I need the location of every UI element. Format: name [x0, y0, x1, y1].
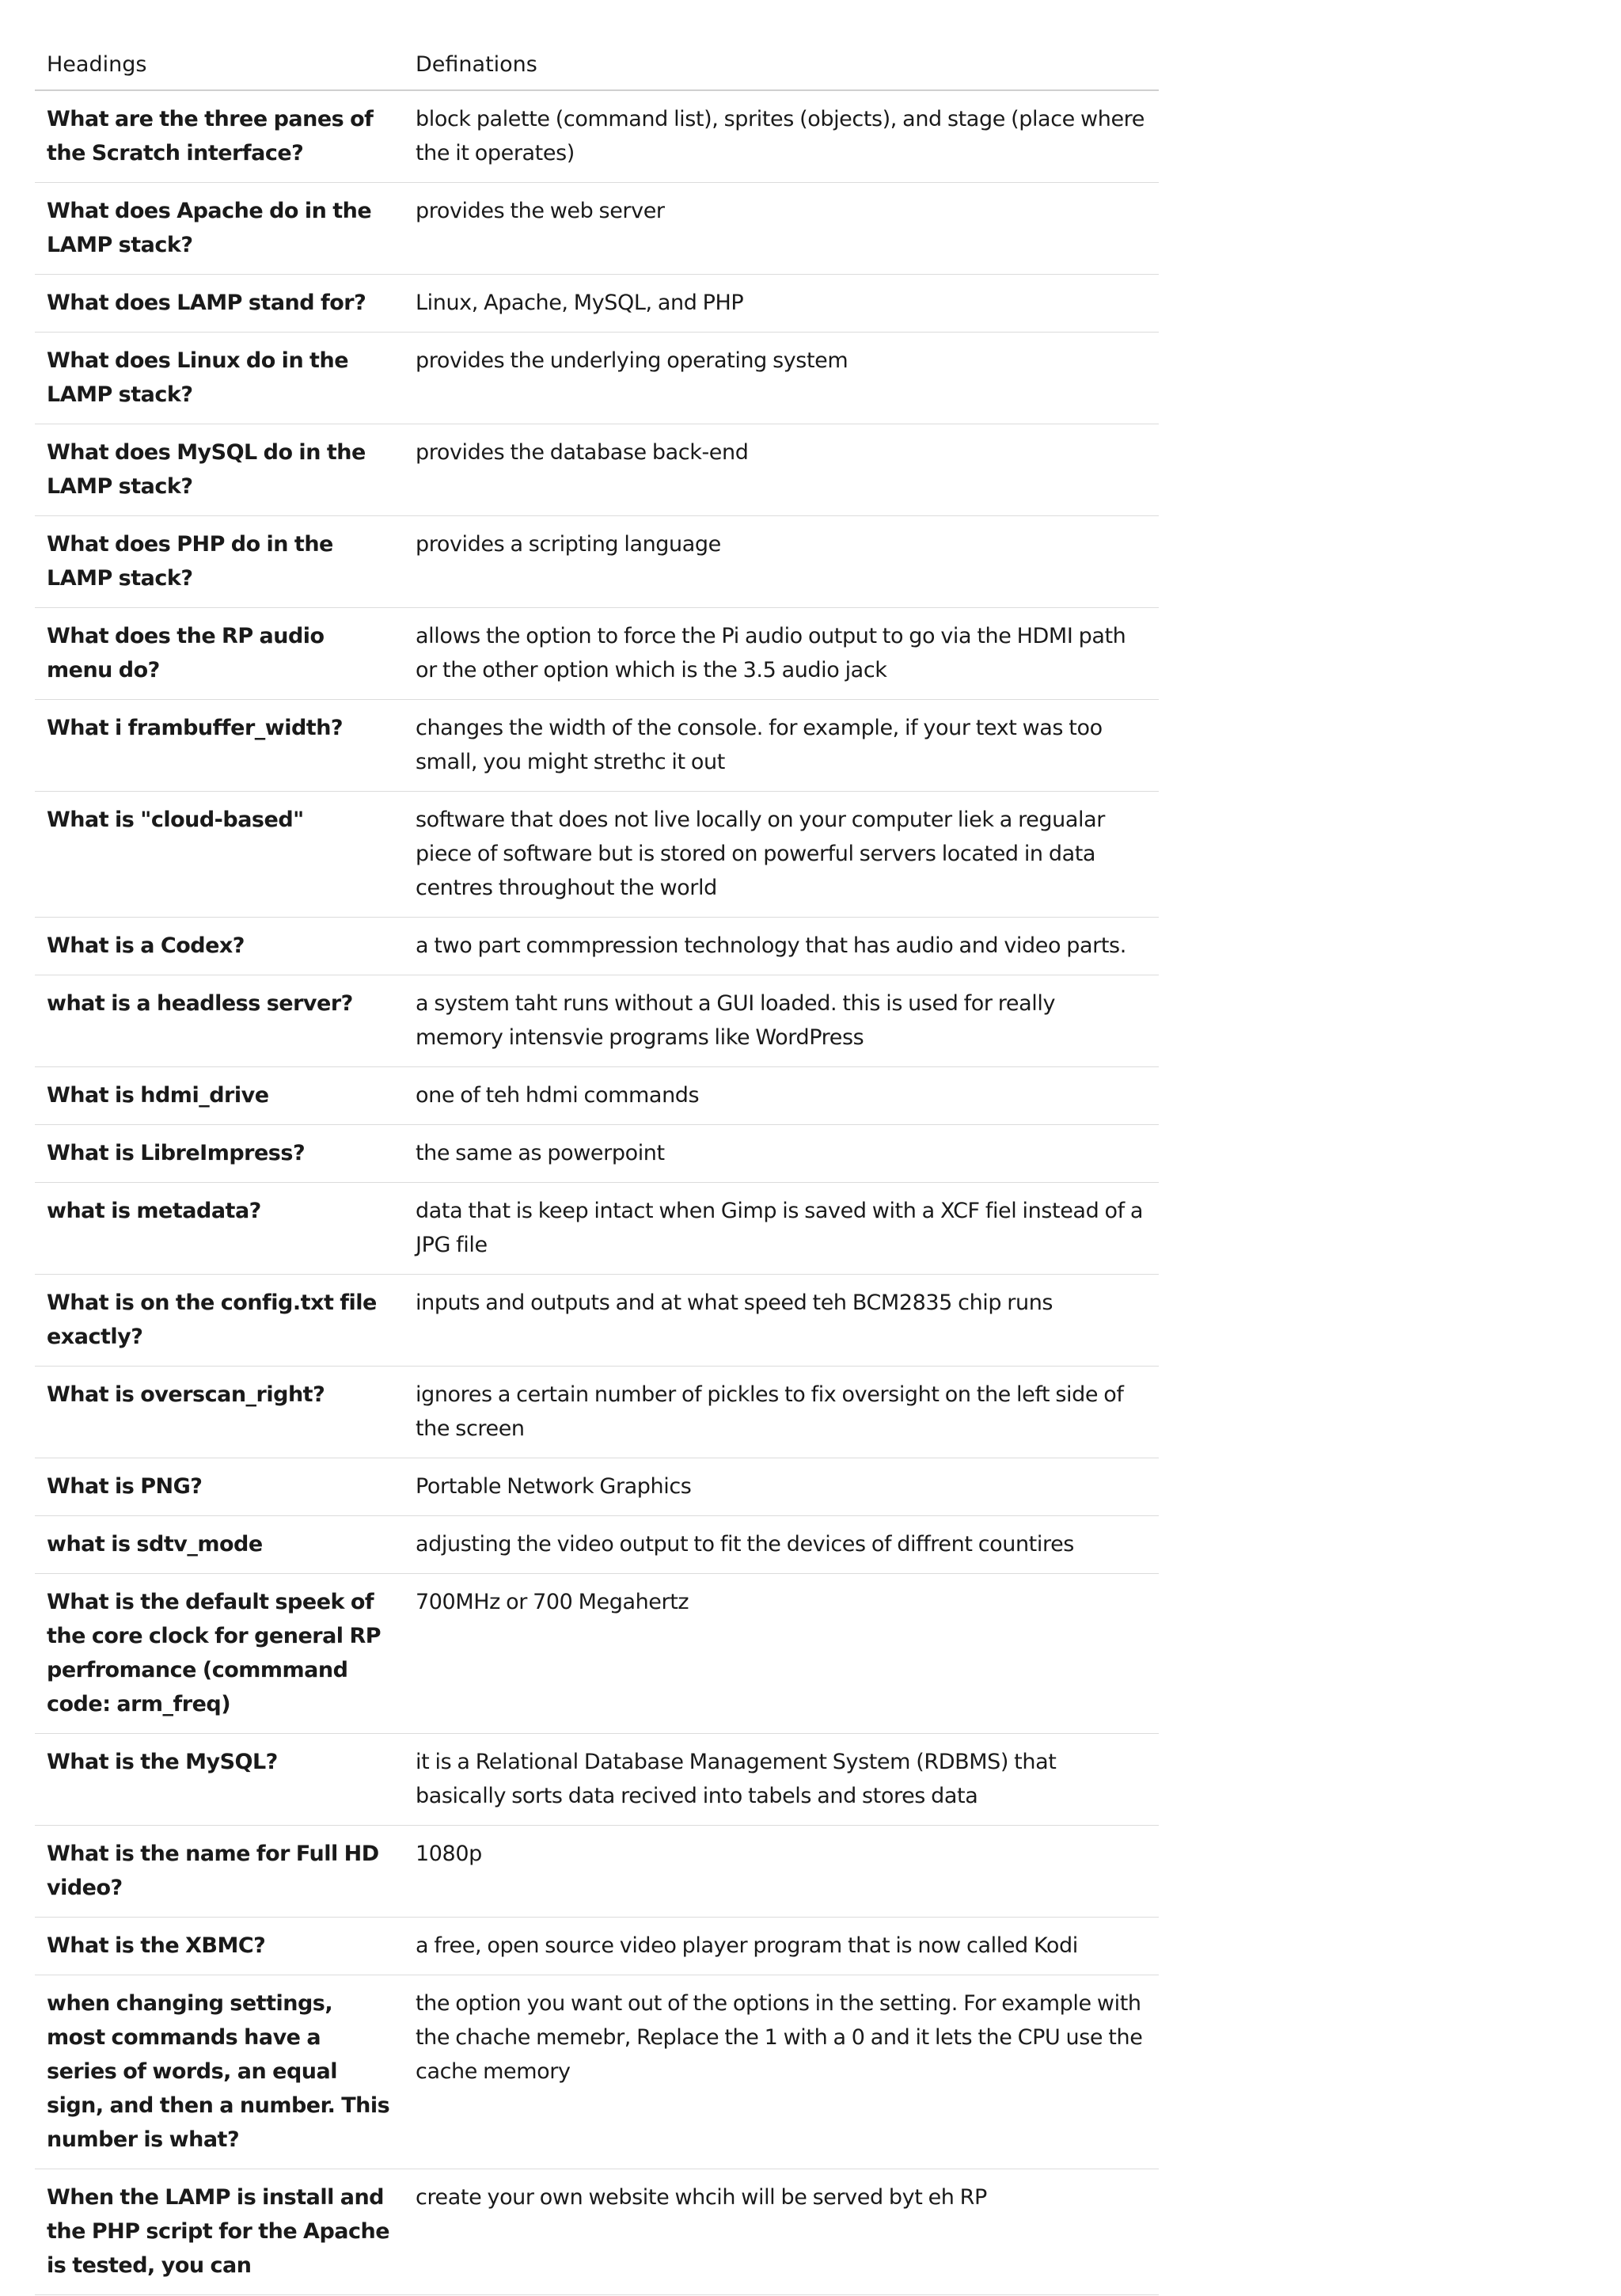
- definition-cell: Linux, Apache, MySQL, and PHP: [404, 275, 1159, 333]
- term-cell: What is overscan_right?: [35, 1367, 404, 1458]
- definition-cell: a system taht runs without a GUI loaded. this is used for really memory intensvie programs like WordPress: [404, 975, 1159, 1067]
- definition-cell: one of teh hdmi commands: [404, 1067, 1159, 1125]
- table-row: [35, 1458, 1159, 1516]
- definition-cell: inputs and outputs and at what speed teh BCM2835 chip runs: [404, 1275, 1159, 1367]
- table-row: [35, 275, 1159, 333]
- definition-cell: 700MHz or 700 Megahertz: [404, 1574, 1159, 1734]
- term-cell: What does LAMP stand for?: [35, 275, 404, 333]
- term-cell: when changing settings, most commands have a series of words, an equal sign, and then a number. This number is what?: [35, 1975, 404, 2169]
- term-cell: What is PNG?: [35, 1458, 404, 1516]
- table-header: [35, 35, 1159, 90]
- table-row: [35, 792, 1159, 918]
- definition-cell: it is a Relational Database Management System (RDBMS) that basically sorts data recived into tabels and stores data: [404, 1734, 1159, 1826]
- definition-cell: changes the width of the console. for example, if your text was too small, you might strethc it out: [404, 700, 1159, 792]
- table-row: [35, 1275, 1159, 1367]
- definition-cell: Portable Network Graphics: [404, 1458, 1159, 1516]
- term-cell: What does the RP audio menu do?: [35, 608, 404, 700]
- table-row: [35, 1125, 1159, 1183]
- definition-cell: the option you want out of the options in the setting. For example with the chache memebr, Replace the 1 with a 0 and it lets the CPU use the cache memory: [404, 1975, 1159, 2169]
- header-row: [35, 35, 1159, 90]
- table-row: [35, 608, 1159, 700]
- term-cell: What is a Codex?: [35, 918, 404, 975]
- header-definations: Definations: [404, 35, 1159, 90]
- glossary-table: [35, 35, 1159, 2295]
- table-row: [35, 1734, 1159, 1826]
- definition-cell: the same as powerpoint: [404, 1125, 1159, 1183]
- term-cell: What is the MySQL?: [35, 1734, 404, 1826]
- term-cell: What does MySQL do in the LAMP stack?: [35, 424, 404, 516]
- table-row: [35, 516, 1159, 608]
- term-cell: When the LAMP is install and the PHP script for the Apache is tested, you can: [35, 2169, 404, 2295]
- table-row: [35, 90, 1159, 183]
- definition-cell: a free, open source video player program that is now called Kodi: [404, 1918, 1159, 1975]
- definition-cell: provides a scripting language: [404, 516, 1159, 608]
- term-cell: What is LibreImpress?: [35, 1125, 404, 1183]
- term-cell: What does Apache do in the LAMP stack?: [35, 183, 404, 275]
- table-row: [35, 1574, 1159, 1734]
- definition-cell: 1080p: [404, 1826, 1159, 1918]
- definition-cell: provides the underlying operating system: [404, 333, 1159, 424]
- table-row: [35, 700, 1159, 792]
- term-cell: What is the name for Full HD video?: [35, 1826, 404, 1918]
- table-row: [35, 1975, 1159, 2169]
- definition-cell: block palette (command list), sprites (objects), and stage (place where the it operates): [404, 90, 1159, 183]
- table-row: [35, 975, 1159, 1067]
- table-row: [35, 1516, 1159, 1574]
- table-row: [35, 424, 1159, 516]
- table-body: [35, 90, 1159, 2295]
- definition-cell: allows the option to force the Pi audio output to go via the HDMI path or the other option which is the 3.5 audio jack: [404, 608, 1159, 700]
- definition-cell: ignores a certain number of pickles to fix oversight on the left side of the screen: [404, 1367, 1159, 1458]
- term-cell: What is on the config.txt file exactly?: [35, 1275, 404, 1367]
- definition-cell: a two part commpression technology that has audio and video parts.: [404, 918, 1159, 975]
- term-cell: What are the three panes of the Scratch interface?: [35, 90, 404, 183]
- term-cell: What is the default speek of the core clock for general RP perfromance (commmand code: arm_freq): [35, 1574, 404, 1734]
- term-cell: What i frambuffer_width?: [35, 700, 404, 792]
- definition-cell: software that does not live locally on your computer liek a regualar piece of software but is stored on powerful servers located in data centres throughout the world: [404, 792, 1159, 918]
- table-row: [35, 918, 1159, 975]
- term-cell: What is "cloud-based": [35, 792, 404, 918]
- term-cell: What does PHP do in the LAMP stack?: [35, 516, 404, 608]
- term-cell: what is sdtv_mode: [35, 1516, 404, 1574]
- term-cell: what is a headless server?: [35, 975, 404, 1067]
- definition-cell: provides the web server: [404, 183, 1159, 275]
- term-cell: what is metadata?: [35, 1183, 404, 1275]
- term-cell: What does Linux do in the LAMP stack?: [35, 333, 404, 424]
- table-row: [35, 1826, 1159, 1918]
- table-row: [35, 1183, 1159, 1275]
- definition-cell: data that is keep intact when Gimp is saved with a XCF fiel instead of a JPG file: [404, 1183, 1159, 1275]
- table-row: [35, 1067, 1159, 1125]
- table-row: [35, 183, 1159, 275]
- table-row: [35, 1367, 1159, 1458]
- table-row: [35, 1918, 1159, 1975]
- header-headings: Headings: [35, 35, 404, 90]
- definition-cell: adjusting the video output to fit the devices of diffrent countires: [404, 1516, 1159, 1574]
- term-cell: What is hdmi_drive: [35, 1067, 404, 1125]
- table-row: [35, 333, 1159, 424]
- definition-cell: create your own website whcih will be served byt eh RP: [404, 2169, 1159, 2295]
- term-cell: What is the XBMC?: [35, 1918, 404, 1975]
- table-row: [35, 2169, 1159, 2295]
- definition-cell: provides the database back-end: [404, 424, 1159, 516]
